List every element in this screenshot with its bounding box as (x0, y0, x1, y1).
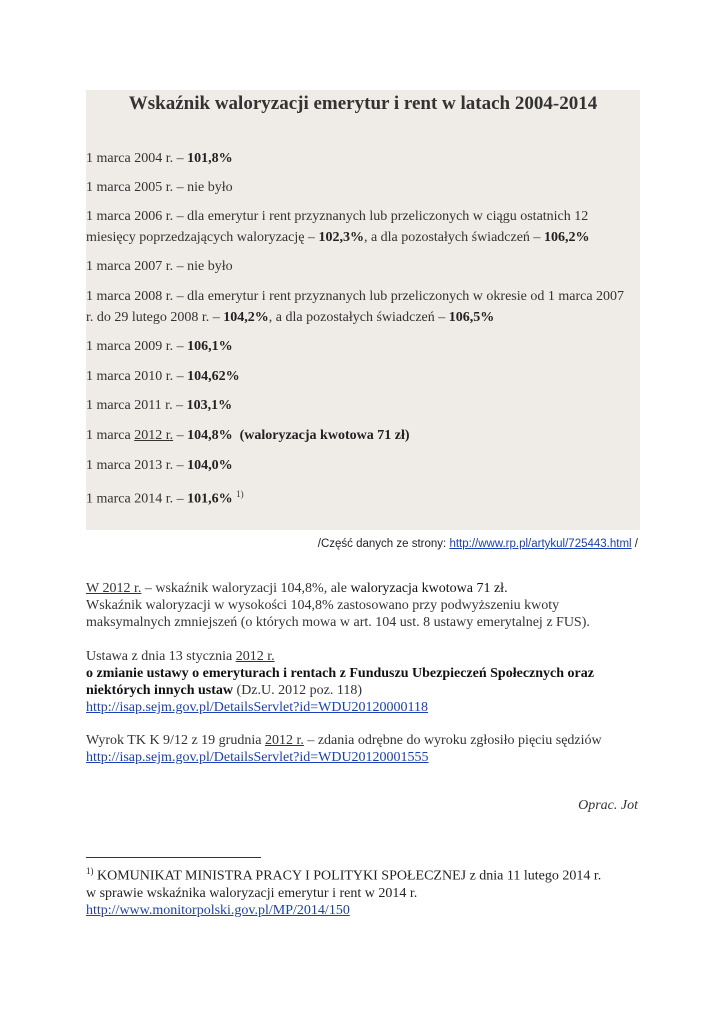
verdict-link[interactable]: http://isap.sejm.gov.pl/DetailsServlet?id=WDU20120001555 (86, 750, 429, 765)
year-link[interactable]: W 2012 r. (86, 581, 142, 596)
footnote-link[interactable]: http://www.monitorpolski.gov.pl/MP/2014/150 (86, 902, 350, 918)
footnote-ref[interactable]: 1) (236, 489, 244, 499)
law-link[interactable]: http://isap.sejm.gov.pl/DetailsServlet?id=WDU20120000118 (86, 700, 429, 715)
verdict-paragraph: Wyrok TK K 9/12 z 19 grudnia 2012 r. – zdania odrębne do wyroku zgłosiło pięciu sędziów http://isap.sejm.gov.pl/DetailsServlet?id=WDU20120001555 (86, 733, 602, 765)
entry-2006: 1 marca 2006 r. – dla emerytur i rent przyznanych lub przeliczonych w ciągu ostatnich 12 miesięcy poprzedzających waloryzację – 102,3%, a dla pozostałych świadczeń – 106,2% (86, 209, 590, 245)
year-link[interactable]: 2012 r. (134, 428, 174, 443)
entry-2010: 1 marca 2010 r. – 104,62% (86, 369, 240, 384)
entry-2009: 1 marca 2009 r. – 106,1% (86, 339, 233, 354)
page-title: Wskaźnik waloryzacji emerytur i rent w latach 2004-2014 (128, 93, 598, 114)
entry-2013: 1 marca 2013 r. – 104,0% (86, 458, 233, 473)
paragraph-2012: W 2012 r. – wskaźnik waloryzacji 104,8%, ale waloryzacja kwotowa 71 zł. Wskaźnik waloryzacji w wysokości 104,8% zastosowano przy podwyższeniu kwoty maksymalnych zmniejszeń (o których mowa w art. 104 ust. 8 ustawy emerytalnej z FUS). (86, 581, 590, 630)
entry-2012: 1 marca 2012 r. – 104,8% (waloryzacja kwotowa 71 zł) (86, 428, 410, 443)
entry-2011: 1 marca 2011 r. – 103,1% (86, 398, 233, 413)
entry-2007: 1 marca 2007 r. – nie było (86, 259, 233, 274)
source-link[interactable]: http://www.rp.pl/artykul/725443.html (449, 538, 632, 550)
footnote: $^{1)}$ KOMUNIKAT MINISTRA PRACY I POLITYKI SPOŁECZNEJ z dnia 11 lutego 2014 r. w sprawie wskaźnika waloryzacji emerytur i rent w 2014 r. http://www.monitorpolski.gov.pl/MP/2014/150 (86, 866, 602, 918)
entry-2008: 1 marca 2008 r. – dla emerytur i rent przyznanych lub przeliczonych w okresie od 1 marca 2007 r. do 29 lutego 2008 r. – 104,2%, a dla pozostałych świadczeń – 106,5% (86, 289, 625, 325)
entry-2014: 1 marca 2014 r. – 101,6% $^{1)}$ (86, 489, 244, 507)
year-link[interactable]: 2012 r. (264, 733, 304, 748)
footnote-divider (86, 857, 261, 858)
author: Oprac. Jot (578, 798, 638, 813)
entry-2005: 1 marca 2005 r. – nie było (86, 180, 233, 195)
entry-2004: 1 marca 2004 r. – 101,8% (86, 151, 233, 166)
source-line: /Część danych ze strony: http://www.rp.pl/artykul/725443.html / (317, 538, 638, 550)
year-link[interactable]: 2012 r. (235, 649, 275, 664)
law-paragraph: Ustawa z dnia 13 stycznia 2012 r. o zmianie ustawy o emeryturach i rentach z Funduszu Ubezpieczeń Społecznych oraz niektórych innych ustaw (Dz.U. 2012 poz. 118) http://isap.sejm.gov.pl/DetailsServlet?id=WDU20120000118 (86, 649, 594, 715)
